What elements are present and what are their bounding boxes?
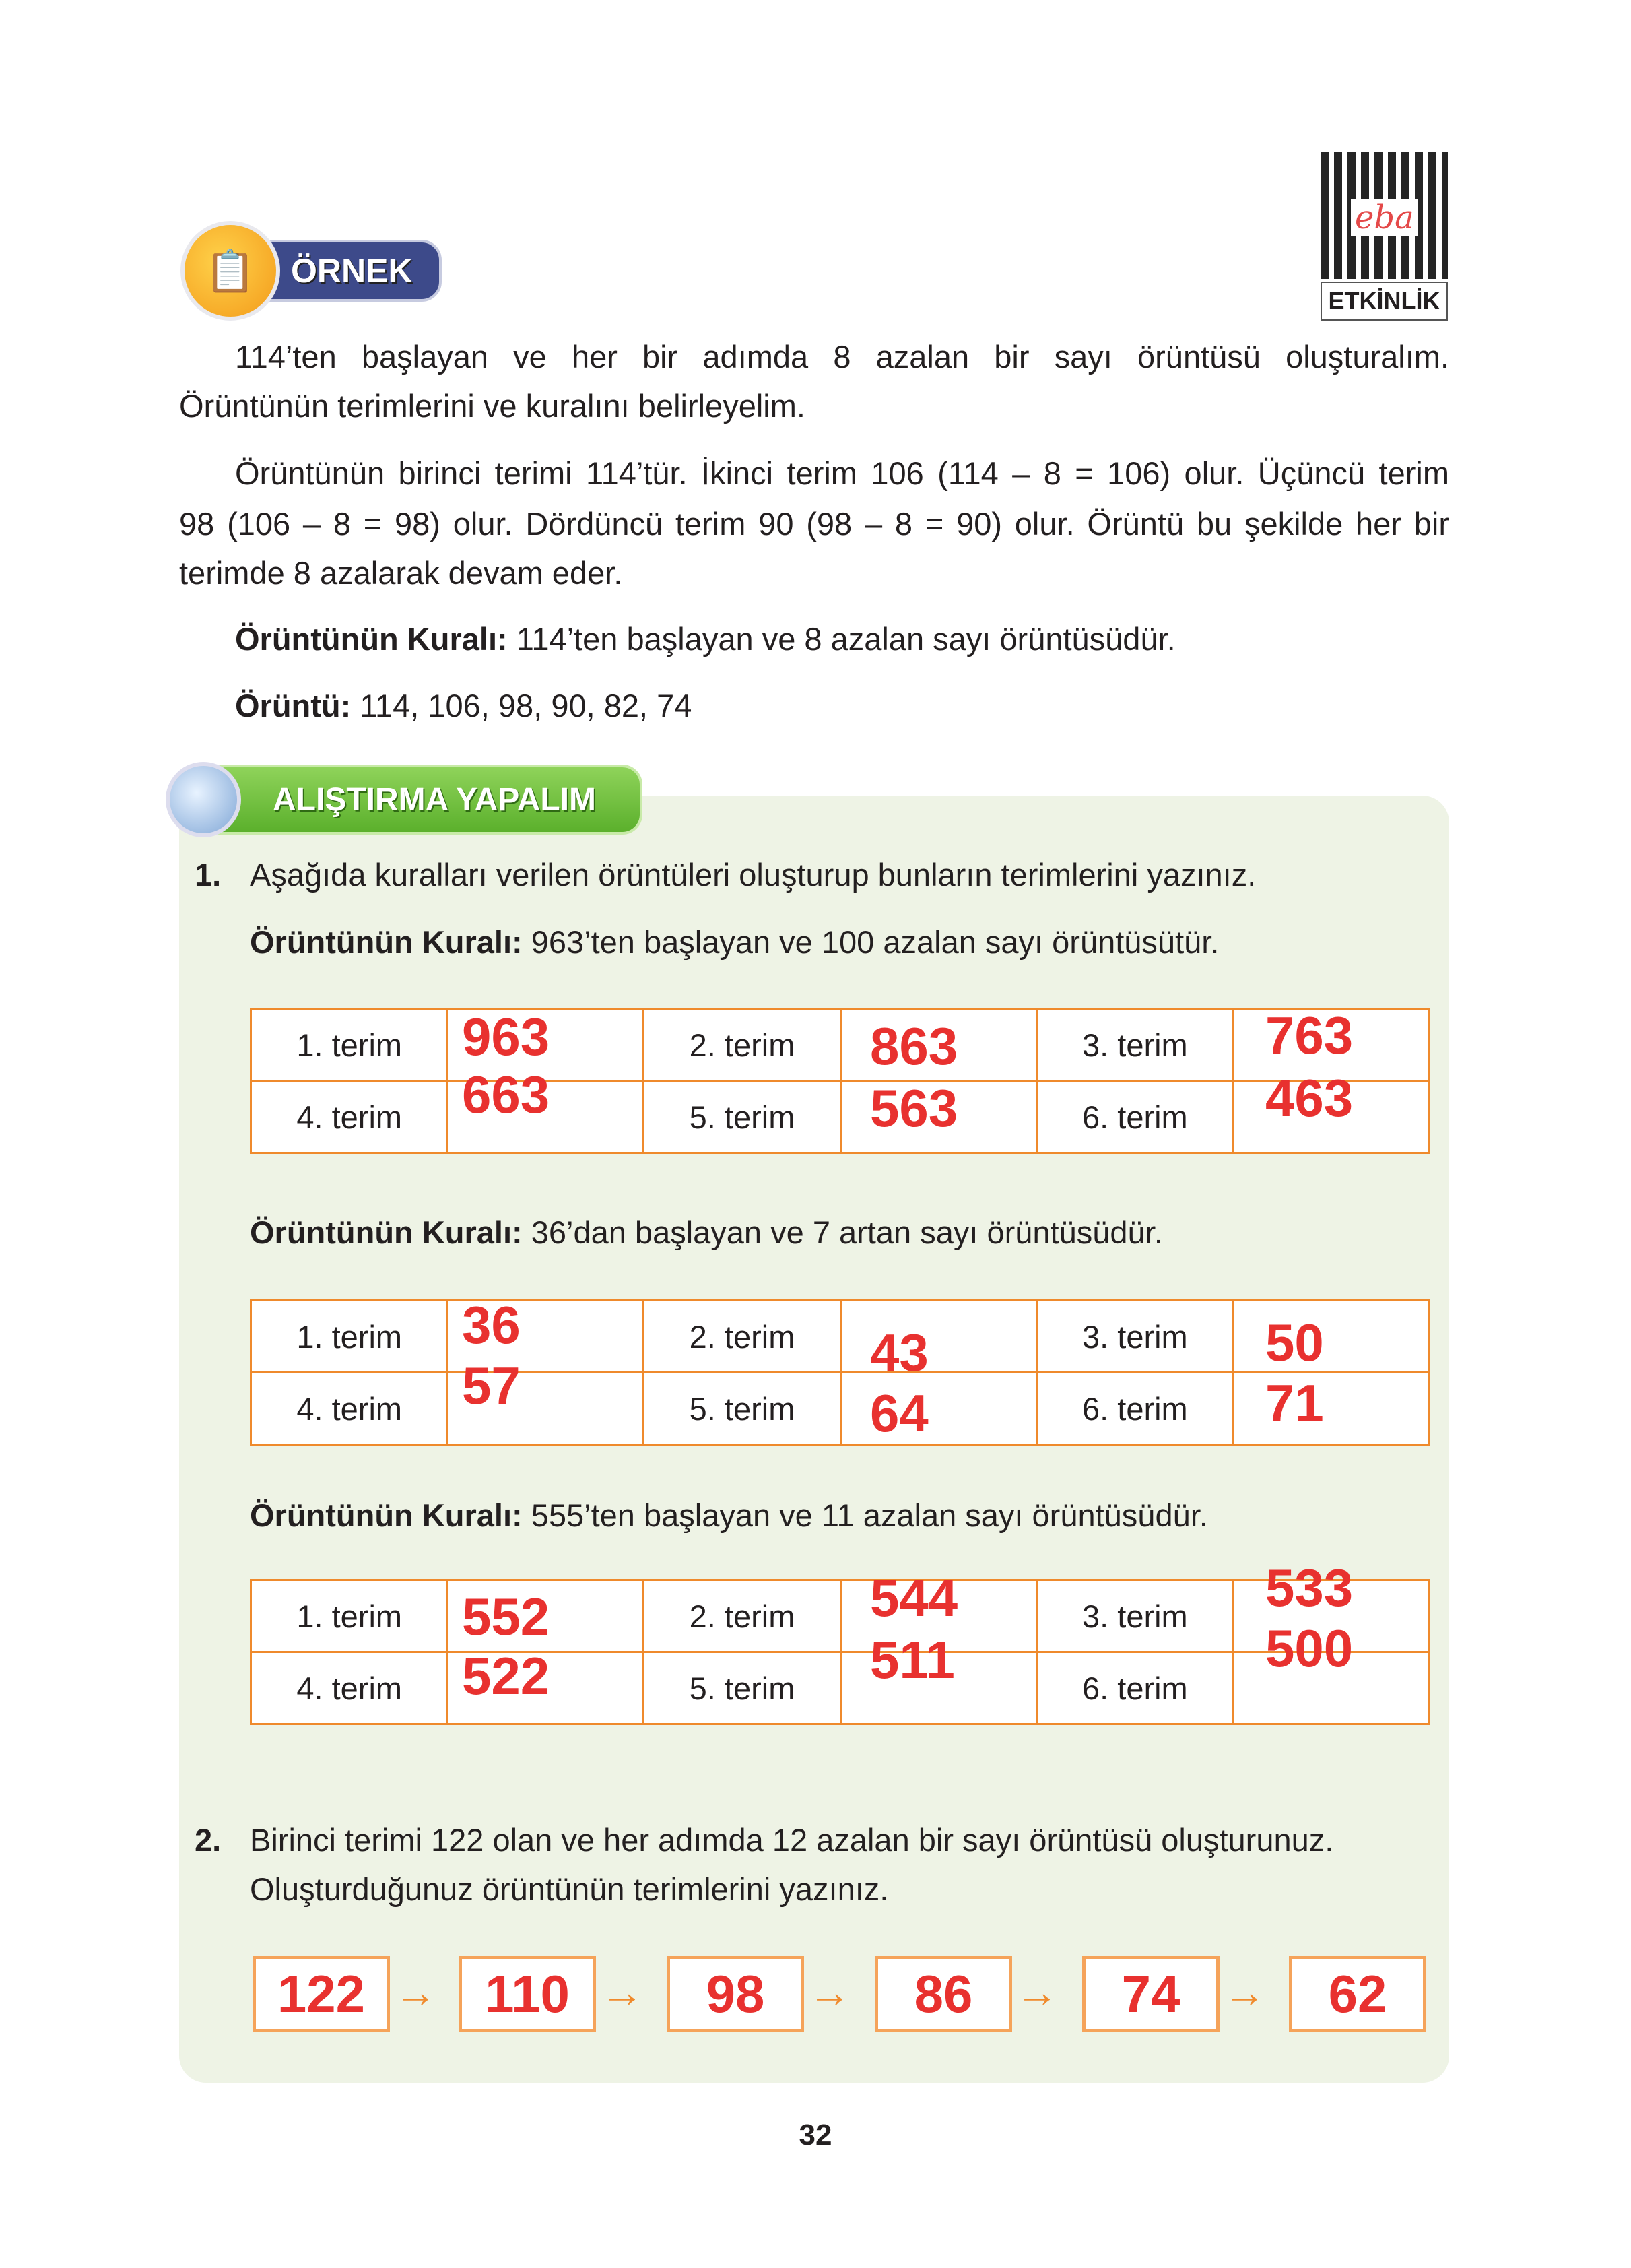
example-paragraph-1b: Örüntünün terimlerini ve kuralını belirleyelim.: [179, 388, 805, 424]
page-number: 32: [799, 2118, 832, 2151]
answer: 533: [1265, 1558, 1354, 1617]
rule-label: Örüntünün Kuralı:: [250, 924, 523, 960]
question-2-line-1: Birinci terimi 122 olan ve her adımda 12 azalan bir sayı örüntüsü oluşturunuz.: [250, 1822, 1334, 1858]
exercise-badge-label: ALIŞTIRMA YAPALIM: [179, 765, 642, 835]
example-rule: [235, 614, 1176, 664]
term-label: 4. terim: [251, 1081, 448, 1153]
answer-cell[interactable]: [1234, 1301, 1430, 1373]
answer: 863: [870, 1016, 958, 1076]
pattern-box[interactable]: 74: [1082, 1956, 1220, 2032]
answer: 563: [870, 1078, 958, 1138]
example-paragraph-2a: Örüntünün birinci terimi 114’tür. İkinci terim 106 (114 – 8 = 106) olur. Üçüncü terim: [235, 455, 1449, 491]
rule-text: 36’dan başlayan ve 7 artan sayı örüntüsüdür.: [522, 1214, 1163, 1250]
terms-table-3: [250, 1579, 1430, 1725]
term-label: 4. terim: [251, 1652, 448, 1724]
answer: 763: [1265, 1006, 1354, 1065]
answer: 36: [462, 1295, 521, 1355]
answer: 522: [462, 1646, 550, 1706]
terms-table-1: [250, 1008, 1430, 1154]
clipboard-icon: 📋: [180, 221, 280, 321]
answer: 511: [870, 1630, 955, 1689]
term-label: 2. terim: [644, 1301, 840, 1373]
pattern-box[interactable]: 122: [253, 1956, 390, 2032]
example-badge-label: ÖRNEK: [255, 240, 442, 302]
pattern-label: Örüntü:: [235, 688, 352, 723]
rule-text: 114’ten başlayan ve 8 azalan sayı örüntüsüdür.: [507, 621, 1176, 657]
activity-label: ETKİNLİK: [1321, 282, 1448, 321]
term-label: 2. terim: [644, 1009, 840, 1081]
question-1-number: 1.: [195, 857, 222, 893]
rule-label: Örüntünün Kuralı:: [250, 1497, 523, 1533]
term-label: 5. terim: [644, 1652, 840, 1724]
pattern-text: 114, 106, 98, 90, 82, 74: [351, 688, 692, 723]
term-label: 4. terim: [251, 1373, 448, 1445]
answer: 50: [1265, 1313, 1324, 1372]
answer: 544: [870, 1568, 958, 1627]
question-2-number: 2.: [195, 1822, 222, 1858]
example-paragraph-2b: 98 (106 – 8 = 98) olur. Dördüncü terim 90 (98 – 8 = 90) olur. Örüntü bu şekilde her bir: [179, 506, 1449, 542]
answer-cell[interactable]: [1234, 1373, 1430, 1445]
term-label: 6. terim: [1036, 1652, 1233, 1724]
terms-table-2: [250, 1299, 1430, 1446]
term-label: 3. terim: [1036, 1580, 1233, 1652]
term-label: 3. terim: [1036, 1301, 1233, 1373]
answer: 963: [462, 1007, 550, 1066]
pattern-box[interactable]: 62: [1289, 1956, 1426, 2032]
table-2-rule: [250, 1207, 1163, 1258]
term-label: 1. terim: [251, 1301, 448, 1373]
arrow-right-icon: →: [808, 1968, 851, 2016]
table-1-rule: [250, 917, 1219, 967]
eba-logo: eba: [1351, 199, 1418, 236]
answer: 57: [462, 1356, 521, 1415]
answer: 463: [1265, 1068, 1354, 1128]
answer: 500: [1265, 1619, 1354, 1678]
term-label: 6. terim: [1036, 1081, 1233, 1153]
arrow-right-icon: →: [1223, 1968, 1266, 2016]
table-3-rule: [250, 1490, 1208, 1541]
term-label: 5. terim: [644, 1081, 840, 1153]
term-label: 5. terim: [644, 1373, 840, 1445]
example-pattern: [235, 680, 692, 731]
rule-text: 555’ten başlayan ve 11 azalan sayı örüntüsüdür.: [522, 1497, 1208, 1533]
arrow-right-icon: →: [1016, 1968, 1059, 2016]
term-label: 1. terim: [251, 1009, 448, 1081]
magnifier-icon: [166, 762, 241, 837]
question-1-text: Aşağıda kuralları verilen örüntüleri oluşturup bunların terimlerini yazınız.: [250, 857, 1257, 893]
arrow-right-icon: →: [394, 1968, 437, 2016]
answer: 663: [462, 1065, 550, 1124]
term-label: 3. terim: [1036, 1009, 1233, 1081]
exercise-badge: [166, 762, 642, 837]
answer: 552: [462, 1587, 550, 1646]
example-badge: [180, 221, 444, 321]
answer: 71: [1265, 1373, 1324, 1433]
table-row: [251, 1652, 1430, 1724]
table-row: [251, 1373, 1430, 1445]
pattern-box[interactable]: 86: [875, 1956, 1012, 2032]
term-label: 2. terim: [644, 1580, 840, 1652]
question-2-line-2: Oluşturduğunuz örüntünün terimlerini yazınız.: [250, 1871, 889, 1907]
table-row: [251, 1301, 1430, 1373]
table-row: [251, 1081, 1430, 1153]
pattern-box[interactable]: 110: [459, 1956, 596, 2032]
rule-text: 963’ten başlayan ve 100 azalan sayı örüntüsütür.: [522, 924, 1220, 960]
term-label: 6. terim: [1036, 1373, 1233, 1445]
term-label: 1. terim: [251, 1580, 448, 1652]
rule-label: Örüntünün Kuralı:: [250, 1214, 523, 1250]
table-row: [251, 1009, 1430, 1081]
answer: 64: [870, 1384, 929, 1443]
pattern-box[interactable]: 98: [667, 1956, 804, 2032]
example-paragraph-1: 114’ten başlayan ve her bir adımda 8 azalan bir sayı örüntüsü oluşturalım.: [235, 339, 1449, 375]
rule-label: Örüntünün Kuralı:: [235, 621, 508, 657]
table-row: [251, 1580, 1430, 1652]
arrow-right-icon: →: [601, 1968, 644, 2016]
answer: 43: [870, 1323, 929, 1382]
example-paragraph-2c: terimde 8 azalarak devam eder.: [179, 555, 623, 591]
qr-code[interactable]: [1321, 152, 1448, 279]
